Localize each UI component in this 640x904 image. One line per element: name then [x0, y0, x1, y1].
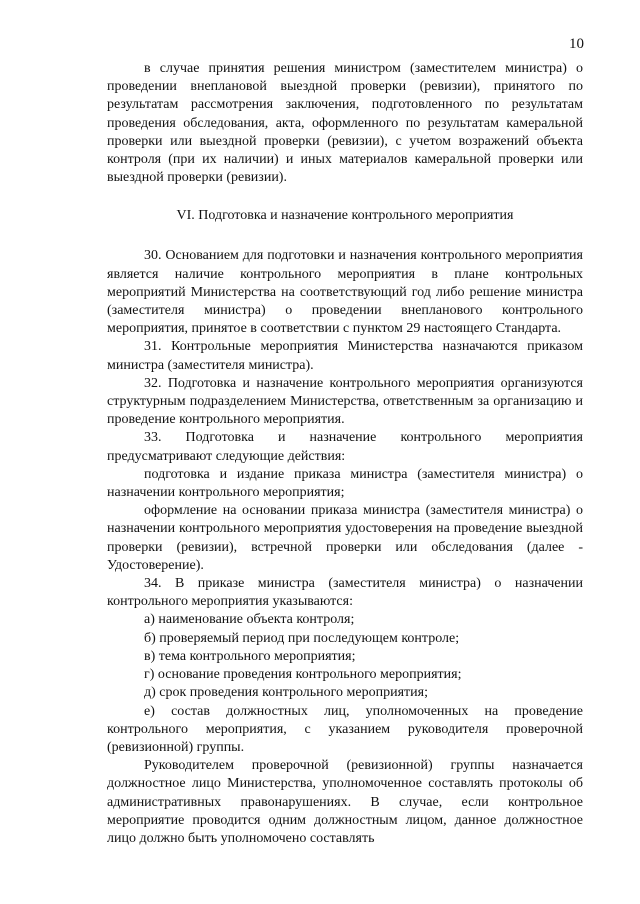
list-item-b: б) проверяемый период при последующем контроле; — [144, 630, 460, 646]
list-item-g: г) основание проведения контрольного мероприятия; — [144, 667, 462, 683]
paragraph-34: 34. В приказе министра (заместителя министра) о назначении контрольного мероприятия указываются: — [107, 576, 583, 610]
paragraph-33: 33. Подготовка и назначение контрольного мероприятия предусматривают следующие действия: — [107, 430, 583, 464]
list-item-d: д) срок проведения контрольного мероприятия; — [144, 685, 428, 701]
page-content — [107, 60, 583, 848]
paragraph-32: 32. Подготовка и назначение контрольного мероприятия организуются структурным подразделением Министерства, ответственным за организацию и проведение контрольного мероприятия. — [107, 375, 583, 428]
list-item-e: е) состав должностных лиц, уполномоченных на проведение контрольного мероприятия, с указанием руководителя проверочной (ревизионной) группы. — [107, 703, 583, 755]
intro-paragraph: в случае принятия решения министром (заместителем министра) о проведении внеплановой выездной проверки (ревизии), принятого по результатам рассмотрения заключения, подготовленного по результатам проведения обследования, акта, оформленного по результатам камеральной проверки или выездной проверки (ревизии), с учетом возражений объекта контроля (при их наличии) и иных материалов камеральной проверки или выездной проверки (ревизии). — [107, 61, 583, 186]
paragraph-30: 30. Основанием для подготовки и назначения контрольного мероприятия является наличие контрольного мероприятия в плане контрольных мероприятий Министерства на соответствующий год либо решение министра (заместителя министра) о проведении внепланового контрольного мероприятия, принятое в соответствии с пунктом 29 настоящего Стандарта. — [107, 248, 583, 337]
list-item-v: в) тема контрольного мероприятия; — [144, 648, 356, 664]
section-heading: VI. Подготовка и назначение контрольного мероприятия — [176, 208, 514, 224]
paragraph-33-item-1: подготовка и издание приказа министра (заместителя министра) о назначении контрольного мероприятия; — [107, 466, 583, 501]
paragraph-31: 31. Контрольные мероприятия Министерства назначаются приказом министра (заместителя министра). — [107, 339, 583, 373]
final-paragraph: Руководителем проверочной (ревизионной) группы назначается должностное лицо Министерства, уполномоченное составлять протоколы об административных правонарушениях. В случае, если контрольное мероприятие проводится одним должностным лицом, данное должностное лицо должно быть уполномочено составлять — [107, 758, 583, 846]
paragraph-33-item-2: оформление на основании приказа министра (заместителя министра) о назначении контрольного мероприятия удостоверения на проведение выездной проверки (ревизии), встречной проверки или обследования (далее - Удостоверение). — [107, 503, 583, 573]
page-number: 10 — [569, 36, 584, 52]
list-item-a: а) наименование объекта контроля; — [144, 612, 355, 628]
